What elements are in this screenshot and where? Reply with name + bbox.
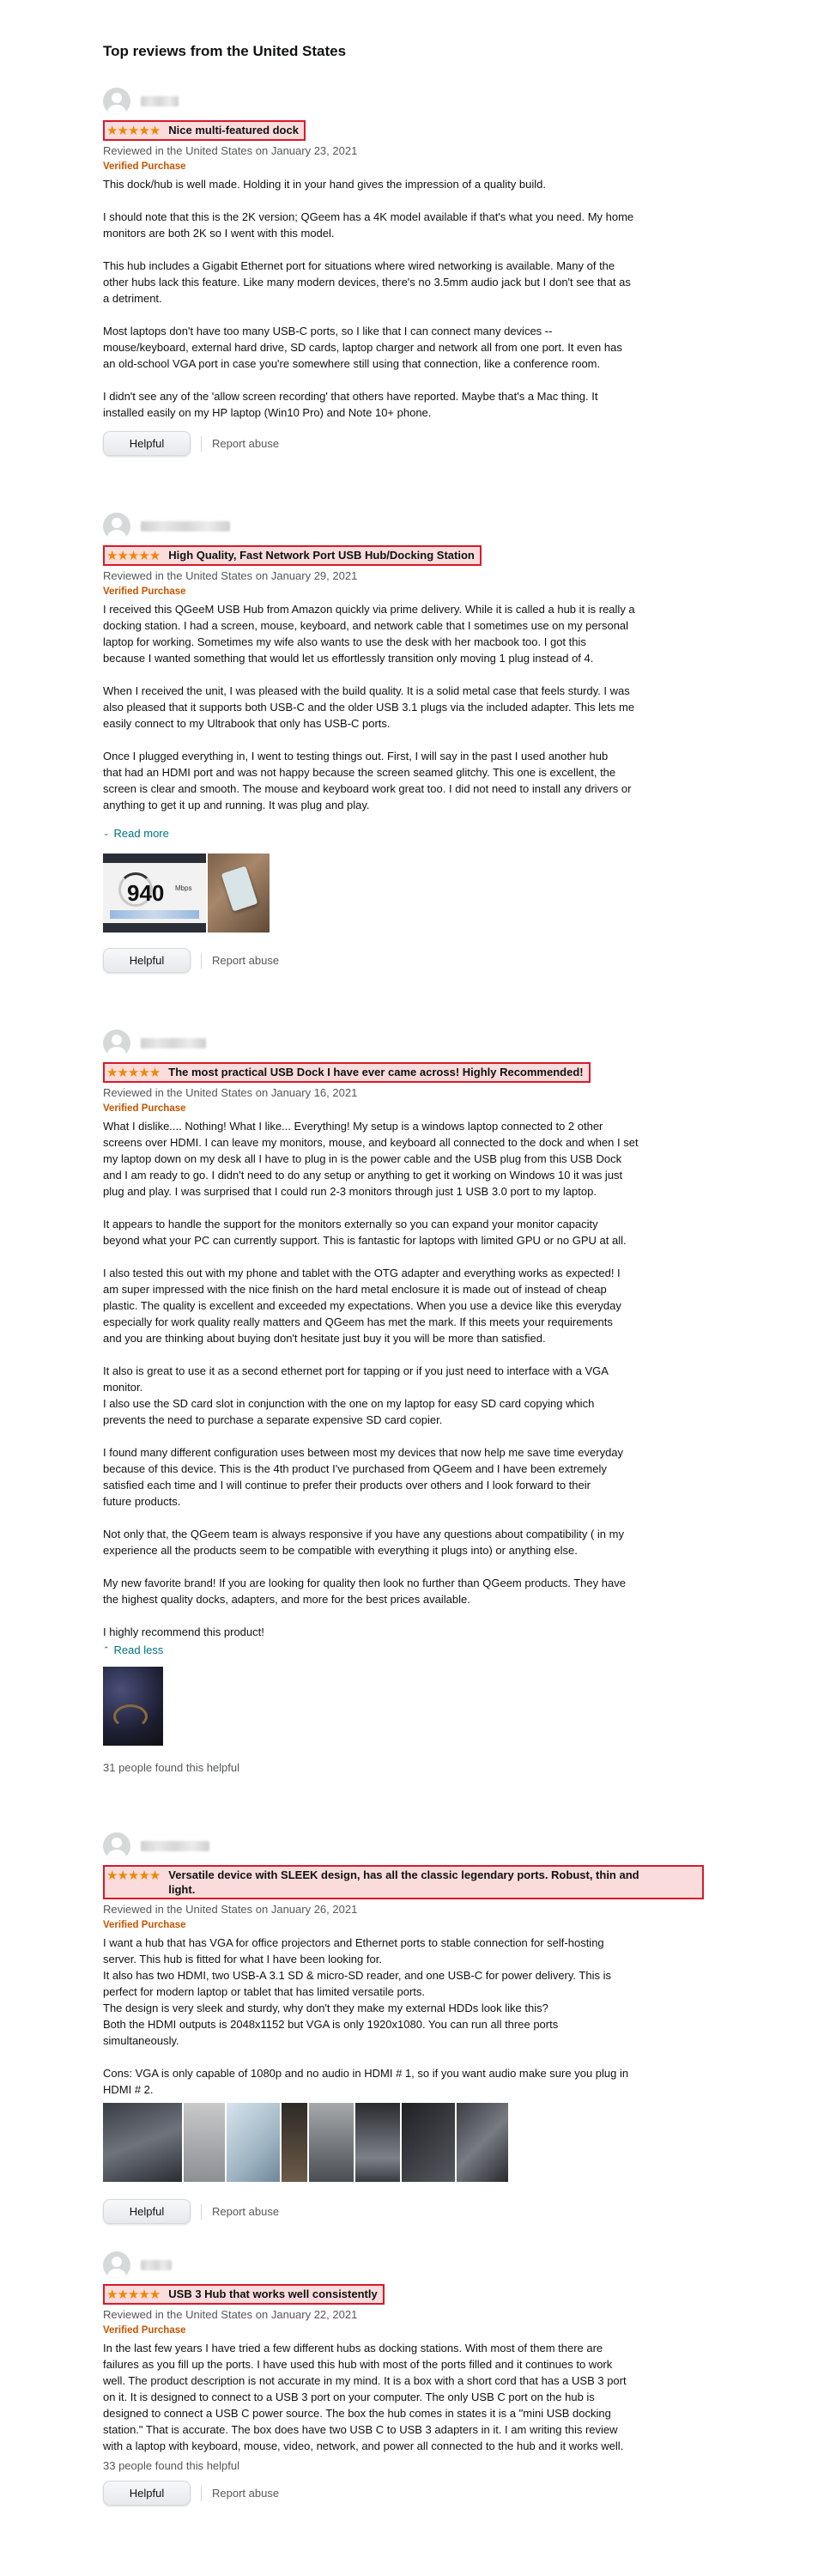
- star-icon: ★: [106, 1066, 118, 1080]
- review-image[interactable]: [309, 2103, 354, 2182]
- reviewer-profile: [103, 88, 714, 115]
- star-rating: [106, 1066, 160, 1080]
- review-body: [103, 2340, 714, 2454]
- star-icon: ★: [138, 1066, 149, 1080]
- read-more-link[interactable]: [103, 825, 714, 841]
- read-less-label[interactable]: Read less: [113, 1643, 164, 1656]
- review-title[interactable]: USB 3 Hub that works well consistently: [168, 2287, 378, 2300]
- speed-value: 940: [127, 880, 165, 906]
- review-images: [103, 1667, 714, 1746]
- review-paragraph: Cons: VGA is only capable of 1080p and no audio in HDMI # 1, so if you want audio make sure you plug in HDMI # 2.: [103, 2067, 629, 2096]
- report-abuse-link[interactable]: Report abuse: [212, 437, 280, 450]
- reviewer-profile: [103, 1030, 714, 1057]
- divider: [201, 436, 202, 452]
- star-icon: ★: [127, 124, 139, 138]
- read-more-label[interactable]: Read more: [113, 827, 169, 840]
- review-actions: [103, 2481, 714, 2506]
- divider: [201, 953, 202, 969]
- review-date: Reviewed in the United States on January 26, 2021: [103, 1903, 358, 1916]
- review-image-speedtest[interactable]: [103, 854, 206, 933]
- chevron-up-icon: ⌃: [103, 1645, 110, 1654]
- avatar: [103, 2251, 130, 2279]
- review-title-row[interactable]: [103, 1865, 704, 1899]
- review-paragraph: It also is great to use it as a second ethernet port for tapping or if you just need to interface with a VGA monitor. I also use the SD card slot in conjunction with the one on my laptop for easy SD card copying which prevents the need to purchase a separate expensive SD card copier.: [103, 1364, 609, 1426]
- review-image[interactable]: [282, 2103, 307, 2182]
- review-card: [103, 88, 714, 456]
- review-image[interactable]: [355, 2103, 400, 2182]
- star-icon: ★: [127, 1868, 139, 1883]
- reviewer-name-redacted: [141, 521, 230, 532]
- helpful-count: 31 people found this helpful: [103, 1761, 240, 1774]
- cable-shape: [113, 1704, 148, 1728]
- review-paragraph: When I received the unit, I was pleased with the build quality. It is a solid metal case that feels sturdy. I was also pleased that it supports both USB-C and the older USB 3.1 plugs via the included adapter. This lets me easily connect to my Ultrabook that only has USB-C ports.: [103, 684, 635, 730]
- review-image[interactable]: [227, 2103, 280, 2182]
- star-icon: ★: [148, 124, 161, 138]
- avatar: [103, 88, 130, 115]
- reviewer-name-redacted: [141, 2260, 172, 2270]
- review-card: [103, 2251, 714, 2506]
- review-paragraph: Most laptops don't have too many USB-C ports, so I like that I can connect many devices -- mouse/keyboard, external hard drive, SD cards, laptop charger and network all from one port. It even has an old-school VGA port in case you're somewhere still using that connection, like a conference room.: [103, 325, 622, 370]
- review-paragraph: Not only that, the QGeem team is always responsive if you have any questions about compatibility ( in my experience all the products seem to be compatible with everything it plugs into) or anything else.: [103, 1528, 624, 1557]
- star-icon: ★: [117, 2287, 128, 2302]
- helpful-button[interactable]: Helpful: [103, 948, 191, 973]
- review-actions: [103, 431, 714, 456]
- star-icon: ★: [148, 1868, 161, 1883]
- spacer: [103, 2224, 824, 2251]
- verified-purchase-badge: Verified Purchase: [103, 1103, 186, 1114]
- star-rating: [106, 549, 160, 563]
- reviewer-name-redacted: [141, 96, 179, 106]
- star-icon: ★: [106, 124, 118, 138]
- review-paragraph: I want a hub that has VGA for office projectors and Ethernet ports to stable connection for self-hosting server. This hub is fitted for what I have been looking for. It also has two HDMI, two USB-A 3.1 SD & micro-SD reader, and one USB-C for power delivery. This is perfect for modern laptop or tablet that has limited versatile ports. The design is very sleek and sturdy, why don't they make my external HDDs look like this? Both the HDMI outputs is 2048x1152 but VGA is only 1920x1080. You can run all three ports simultaneously.: [103, 1936, 611, 2047]
- helpful-button[interactable]: Helpful: [103, 2481, 191, 2506]
- review-card: [103, 1832, 714, 2224]
- divider: [201, 2486, 202, 2501]
- star-rating: [106, 124, 160, 138]
- star-icon: ★: [138, 124, 149, 138]
- review-paragraph: I received this QGeeM USB Hub from Amazon quickly via prime delivery. While it is called a hub it is really a docking station. I had a screen, mouse, keyboard, and network cable that I sometimes use on my personal laptop for working. Sometimes my wife also wants to use the desk with her macbook too. I got this because I wanted something that would let us effortlessly transition only moving 1 plug instead of 4.: [103, 603, 635, 665]
- divider: [201, 2204, 202, 2220]
- speed-graph: [110, 910, 199, 919]
- reviewer-profile: [103, 513, 714, 540]
- helpful-button[interactable]: Helpful: [103, 431, 191, 456]
- verified-purchase-badge: Verified Purchase: [103, 586, 186, 597]
- read-less-link[interactable]: [103, 1642, 714, 1658]
- review-title-row[interactable]: [103, 2284, 385, 2305]
- review-actions: [103, 948, 714, 973]
- star-icon: ★: [117, 549, 128, 563]
- review-body: [103, 176, 714, 421]
- report-abuse-link[interactable]: Report abuse: [212, 2205, 280, 2218]
- review-body: [103, 601, 714, 813]
- star-icon: ★: [127, 549, 139, 563]
- avatar: [103, 1832, 130, 1860]
- star-rating: [106, 1868, 160, 1883]
- review-card: [103, 1030, 714, 1776]
- star-icon: ★: [106, 2287, 118, 2302]
- review-paragraph: In the last few years I have tried a few different hubs as docking stations. With most of them there are failures as you fill up the ports. I have used this hub with most of the ports filled and it continues to work well. The product description is not accurate in my mind. It is a box with a short cord that has a USB 3 port on it. It is designed to connect to a USB 3 port on your computer. The only USB C port on the hub is designed to connect a USB C power source. The box the hub comes in states it is a "mini USB docking station." That is accurate. The box does have two USB C to USB 3 adapters in it. I am writing this review with a laptop with keyboard, mouse, video, network, and power all connected to the hub and it works well.: [103, 2342, 627, 2452]
- review-images: [103, 854, 714, 933]
- review-paragraph: What I dislike.... Nothing! What I like... Everything! My setup is a windows laptop connected to 2 other screens over HDMI. I can leave my monitors, mouse, and keyboard all connected to the dock and when I set my laptop down on my desk all I have to plug in is the power cable and the USB plug from this USB Dock and I am ready to go. I didn't need to do any setup or anything to get it working on Windows 10 it was just plug and play. I was surprised that I could run 2-3 monitors through just 1 USB 3.0 port to my laptop.: [103, 1120, 639, 1198]
- avatar: [103, 1030, 130, 1057]
- review-date: Reviewed in the United States on January 23, 2021: [103, 144, 358, 157]
- spacer: [103, 456, 824, 513]
- review-paragraph: I found many different configuration uses between most my devices that now help me save time everyday because of this device. This is the 4th product I've purchased from QGeem and I have been extremely satisfied each time and I will continue to prefer their products over others and I look forward to their future products.: [103, 1446, 624, 1508]
- review-title[interactable]: The most practical USB Dock I have ever came across! Highly Recommended!: [168, 1066, 584, 1078]
- review-body: [103, 1935, 714, 2098]
- star-icon: ★: [127, 1066, 139, 1080]
- review-title[interactable]: Versatile device with SLEEK design, has all the classic legendary ports. Robust, thin and light.: [168, 1868, 639, 1896]
- review-date: Reviewed in the United States on January 22, 2021: [103, 2308, 358, 2321]
- review-title[interactable]: High Quality, Fast Network Port USB Hub/Docking Station: [168, 549, 475, 562]
- spacer: [103, 973, 824, 1030]
- review-title-row[interactable]: [103, 120, 306, 141]
- review-image-hub[interactable]: [208, 854, 270, 933]
- review-image[interactable]: [184, 2103, 225, 2182]
- review-title-row[interactable]: [103, 545, 482, 566]
- star-icon: ★: [138, 2287, 149, 2302]
- helpful-button[interactable]: Helpful: [103, 2199, 191, 2224]
- chevron-down-icon: ⌄: [103, 829, 110, 837]
- report-abuse-link[interactable]: Report abuse: [212, 2487, 280, 2500]
- review-paragraph: I also tested this out with my phone and tablet with the OTG adapter and everything works as expected! I am super impressed with the nice finish on the hard metal enclosure it is made out of instead of cheap plastic. The quality is excellent and exceeded my expectations. When you use a device like this everyday especially for work quality really matters and QGeem has met the mark. If this meets your requirements and you are thinking about buying don't hesitate just buy it you will be more than satisfied.: [103, 1267, 621, 1345]
- review-paragraph: It appears to handle the support for the monitors externally so you can expand your monitor capacity beyond what your PC can currently support. This is fantastic for laptops with limited GPU or no GPU at all.: [103, 1218, 627, 1247]
- review-body: [103, 1118, 714, 1640]
- review-title-row[interactable]: [103, 1062, 591, 1083]
- speed-unit: Mbps: [175, 884, 192, 892]
- review-paragraph: I should note that this is the 2K version; QGeem has a 4K model available if that's what you need. My home monitors are both 2K so I went with this model.: [103, 210, 634, 240]
- reviewer-profile: [103, 2251, 714, 2279]
- star-icon: ★: [127, 2287, 139, 2302]
- verified-purchase-badge: Verified Purchase: [103, 2325, 186, 2336]
- review-paragraph: I didn't see any of the 'allow screen recording' that others have reported. Maybe that's a Mac thing. It installed easily on my HP laptop (Win10 Pro) and Note 10+ phone.: [103, 390, 598, 419]
- reviewer-name-redacted: [141, 1841, 209, 1851]
- star-icon: ★: [117, 124, 128, 138]
- review-title[interactable]: Nice multi-featured dock: [168, 124, 299, 137]
- review-actions: [103, 2199, 714, 2224]
- review-paragraph: Once I plugged everything in, I went to testing things out. First, I will say in the past I used another hub that had an HDMI port and was not happy because the screen seamed glitchy. This one is excellent, the screen is clear and smooth. The mouse and keyboard work great too. I did not need to install any drivers or anything to get it up and running. It was plug and play.: [103, 750, 632, 811]
- review-image[interactable]: [457, 2103, 508, 2182]
- section-title: Top reviews from the United States: [103, 43, 347, 59]
- spacer: [103, 1776, 824, 1832]
- review-date: Reviewed in the United States on January 16, 2021: [103, 1086, 358, 1099]
- report-abuse-link[interactable]: Report abuse: [212, 954, 280, 967]
- star-icon: ★: [117, 1868, 128, 1883]
- verified-purchase-badge: Verified Purchase: [103, 161, 186, 172]
- review-images: [103, 2103, 714, 2182]
- reviewer-name-redacted: [141, 1038, 206, 1048]
- star-icon: ★: [148, 2287, 161, 2302]
- review-image-setup[interactable]: [103, 1667, 163, 1746]
- review-image[interactable]: [103, 2103, 182, 2182]
- star-icon: ★: [138, 549, 149, 563]
- reviewer-profile: [103, 1832, 714, 1860]
- star-rating: [106, 2287, 160, 2302]
- avatar: [103, 513, 130, 540]
- star-icon: ★: [117, 1066, 128, 1080]
- review-image[interactable]: [402, 2103, 455, 2182]
- hub-device: [221, 866, 258, 911]
- star-icon: ★: [148, 1066, 161, 1080]
- star-icon: ★: [106, 1868, 118, 1883]
- review-paragraph: This hub includes a Gigabit Ethernet port for situations where wired networking is available. Many of the other hubs lack this feature. Like many modern devices, there's no 3.5mm audio jack but I don't see that as a detriment.: [103, 259, 631, 305]
- star-icon: ★: [138, 1868, 149, 1883]
- review-card: [103, 513, 714, 973]
- review-paragraph: I highly recommend this product!: [103, 1625, 264, 1638]
- star-icon: ★: [106, 549, 118, 563]
- review-paragraph: This dock/hub is well made. Holding it in your hand gives the impression of a quality build.: [103, 178, 546, 191]
- review-paragraph: My new favorite brand! If you are looking for quality then look no further than QGeem products. They have the highest quality docks, adapters, and more for the best prices available.: [103, 1577, 626, 1606]
- verified-purchase-badge: Verified Purchase: [103, 1920, 186, 1930]
- helpful-count: 33 people found this helpful: [103, 2459, 240, 2472]
- star-icon: ★: [148, 549, 161, 563]
- review-date: Reviewed in the United States on January 29, 2021: [103, 569, 358, 582]
